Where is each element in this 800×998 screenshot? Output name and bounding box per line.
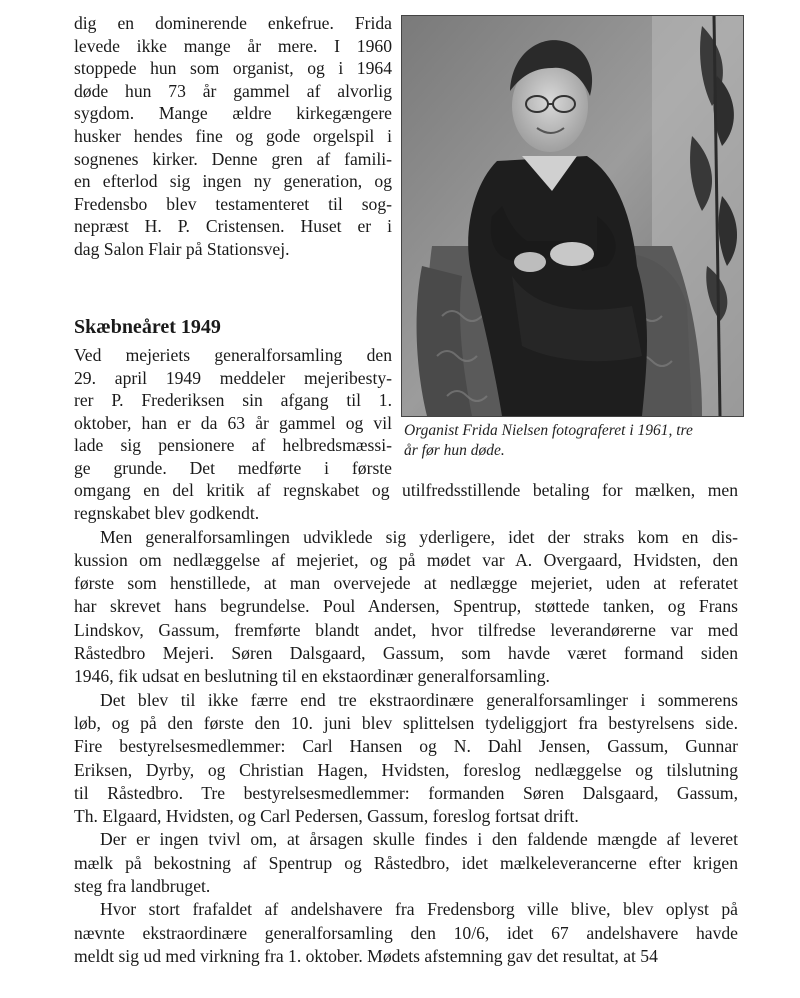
text-line: nepræst H. P. Cristensen. Huset er i [74,216,392,237]
paragraph [74,526,738,689]
body-text [74,479,738,968]
text-line: mælk på bekostning af Spentrup og Råstedbro, idet mælkeleverancerne efter krigen [74,852,738,873]
text-line: Lindskov, Gassum, fremførte blandt andet, hvor tilfredse leverandørerne var med [74,619,738,640]
section-heading: Skæbneåret 1949 [74,316,221,338]
text-line: steg fra landbruget. [74,876,211,897]
paragraph [74,689,738,829]
text-line: lade sig pensionere af helbredsmæssi- [74,435,392,456]
paragraph [74,828,738,898]
paragraph [74,479,738,526]
text-line: har skrevet hans begrundelse. Poul Andersen, Spentrup, støttede tanken, og Frans [74,596,738,617]
text-line: rer P. Frederiksen sin afgang til 1. [74,390,392,411]
text-line: Th. Elgaard, Hvidsten, og Carl Pedersen, Gassum, foreslog fortsat drift. [74,806,579,827]
text-line: Det blev til ikke færre end tre ekstraordinære generalforsamlinger i sommerens [100,689,738,710]
text-line: husker hendes fine og gode orgelspil i [74,125,392,146]
section-intro-text [74,344,392,480]
text-line: dig en dominerende enkefrue. Frida [74,13,392,33]
text-line: døde hun 73 år gammel af alvorlig [74,80,392,101]
text-line: Ved mejeriets generalforsamling den [74,345,392,365]
text-line: Fredensbo blev testamenteret til sog- [74,193,392,214]
text-line: Hvor stort frafaldet af andelshavere fra Fredensborg ville blive, blev oplyst på [100,899,738,920]
text-line: Fire bestyrelsesmedlemmer: Carl Hansen og N. Dahl Jensen, Gassum, Gunnar [74,736,738,757]
text-line: løb, og på den første den 10. juni blev splittelsen tydeliggjort fra bestyrelsens side. [74,712,738,733]
text-line: Eriksen, Dyrby, og Christian Hagen, Hvidsten, foreslog nedlæggelse og tilslutning [74,759,738,780]
text-line: nævnte ekstraordinære generalforsamling den 10/6, idet 67 andelshavere havde [74,922,738,943]
text-line: stoppede hun som organist, og i 1964 [74,58,392,79]
text-line: første som henstillede, at man overvejede at nedlægge mejeriet, uden at referatet [74,573,738,594]
text-line: Der er ingen tvivl om, at årsagen skulle findes i den faldende mængde af leveret [100,829,738,850]
text-line: Men generalforsamlingen udviklede sig yderligere, idet der straks kom en dis- [100,526,738,547]
text-line: til Råstedbro. Tre bestyrelsesmedlemmer: formanden Søren Dalsgaard, Gassum, [74,782,738,803]
text-line: kussion om nedlæggelse af mejeriet, og på mødet var A. Overgaard, Hvidsten, den [74,549,738,570]
portrait-photo [401,15,744,417]
top-left-text-column [74,12,392,261]
text-line: sygdom. Mange ældre kirkegængere [74,103,392,124]
text-line: levede ikke mange år mere. I 1960 [74,35,392,56]
text-line: oktober, han er da 63 år gammel og vil [74,412,392,433]
portrait-photo-drawing [402,16,743,416]
paragraph [74,898,738,968]
text-line: dag Salon Flair på Stationsvej. [74,238,290,259]
caption-line: Organist Frida Nielsen fotograferet i 1961, tre [404,422,693,439]
text-line: regnskabet blev godkendt. [74,503,260,524]
caption-line: år før hun døde. [404,442,505,459]
text-line: ge grunde. Det medførte i første [74,457,392,478]
text-line: Råstedbro Mejeri. Søren Dalsgaard, Gassum, som havde været formand siden [74,643,738,664]
text-line: meldt sig ud med virkning fra 1. oktober. Mødets afstemning gav det resultat, at 54 [74,945,658,966]
text-line: 1946, fik udsat en beslutning til en ekstaordinær generalforsamling. [74,666,550,687]
text-line: 29. april 1949 meddeler mejeribesty- [74,367,392,388]
text-line: sognenes kirker. Denne gren af famili- [74,148,392,169]
photo-caption [404,421,744,461]
text-line: omgang en del kritik af regnskabet og utilfredsstillende betaling for mælken, men [74,480,738,500]
text-line: en efterlod sig ingen ny generation, og [74,171,392,192]
